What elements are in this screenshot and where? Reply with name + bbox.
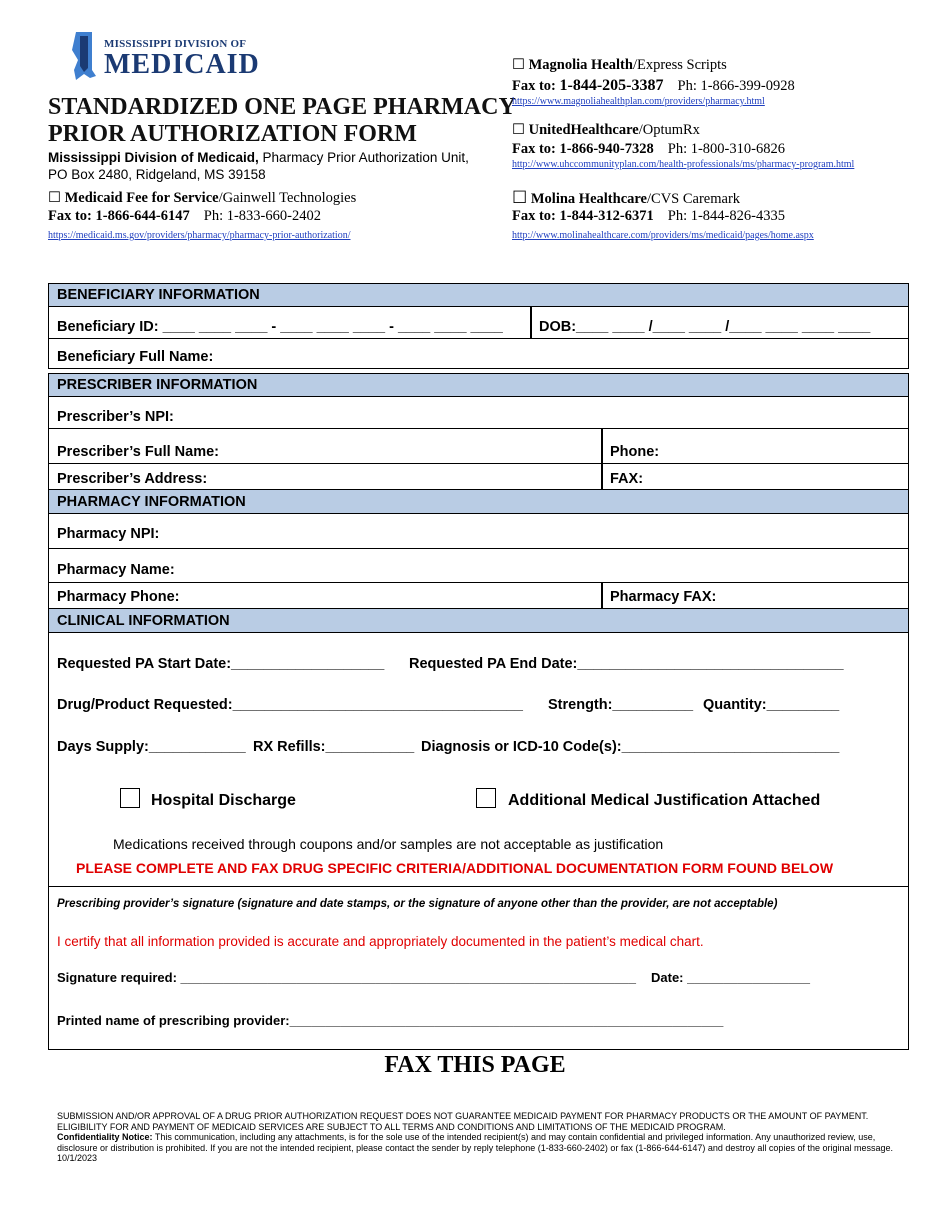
beneficiary-header-text: BENEFICIARY INFORMATION — [57, 287, 260, 303]
drug-product-field[interactable]: Drug/Product Requested:____________________________________ — [57, 697, 523, 713]
prescriber-npi-field[interactable]: Prescriber’s NPI: — [57, 409, 174, 425]
pharmacy-phone-field[interactable]: Pharmacy Phone: — [57, 589, 180, 605]
confidentiality-label: Confidentiality Notice: — [57, 1132, 153, 1142]
checkbox-icon[interactable]: ☐ — [512, 122, 525, 138]
mississippi-state-logo-icon — [62, 30, 102, 86]
hospital-discharge-label: Hospital Discharge — [151, 792, 296, 809]
prescriber-name-row — [48, 429, 909, 464]
signature-date-field[interactable]: Date: _________________ — [651, 970, 811, 985]
beneficiary-name-field[interactable]: Beneficiary Full Name: — [57, 349, 214, 365]
diagnosis-field[interactable]: Diagnosis or ICD-10 Code(s):___________________________ — [421, 739, 840, 755]
plan-united-name: UnitedHealthcare — [528, 122, 639, 138]
plan-molina-fax: 1-844-312-6371 — [559, 208, 654, 224]
footer-line-2: ELIGIBILITY FOR AND PAYMENT OF MEDICAID SERVICES ARE SUBJECT TO ALL TERMS AND CONDITIONS AND LIMITATIONS OF THE MEDICAID PROGRAM. — [57, 1121, 726, 1132]
beneficiary-id-row — [48, 307, 909, 339]
pa-start-date-field[interactable]: Requested PA Start Date:___________________ — [57, 656, 385, 672]
prescriber-address-row — [48, 464, 909, 490]
prescriber-section-header — [48, 373, 909, 397]
pa-end-date-field[interactable]: Requested PA End Date:_________________________________ — [409, 656, 844, 672]
plan-magnolia-vendor: /Express Scripts — [632, 57, 727, 73]
fax-label: Fax to: — [512, 141, 560, 157]
plan-magnolia-link[interactable]: https://www.magnoliahealthplan.com/providers/pharmacy.html — [512, 96, 765, 107]
plan-magnolia-phone: Ph: 1-866-399-0928 — [677, 78, 795, 94]
fax-label: Fax to: — [512, 78, 560, 94]
fax-this-page-heading: FAX THIS PAGE — [384, 1052, 566, 1078]
divider — [601, 583, 603, 608]
plan-magnolia-fax: 1-844-205-3387 — [559, 77, 664, 94]
prescriber-address-field[interactable]: Prescriber’s Address: — [57, 471, 208, 487]
fax-label: Fax to: — [48, 208, 96, 224]
checkbox-icon[interactable]: ☐ — [48, 190, 61, 206]
certify-statement: I certify that all information provided is accurate and appropriately documented in the patient’s medical chart. — [57, 934, 704, 949]
divider — [530, 307, 532, 338]
additional-justification-checkbox[interactable] — [476, 788, 496, 808]
footer-disclaimer — [57, 1111, 897, 1164]
plan-ffs-fax-line — [48, 208, 321, 225]
strength-field[interactable]: Strength:__________ — [548, 697, 694, 713]
quantity-field[interactable]: Quantity:_________ — [703, 697, 840, 713]
agency-unit: Pharmacy Prior Authorization Unit, — [258, 150, 469, 165]
printed-name-field[interactable]: Printed name of prescribing provider:____________________________________________________________ — [57, 1013, 724, 1028]
prescriber-phone-field[interactable]: Phone: — [610, 444, 660, 460]
plan-ffs-phone: Ph: 1-833-660-2402 — [203, 208, 321, 224]
pharmacy-phone-row — [48, 583, 909, 609]
pharmacy-name-row — [48, 549, 909, 583]
plan-molina-phone: Ph: 1-844-826-4335 — [667, 208, 785, 224]
plan-molina-vendor: /CVS Caremark — [647, 191, 741, 207]
plan-molina-link[interactable]: http://www.molinahealthcare.com/providers/ms/medicaid/pages/home.aspx — [512, 230, 814, 241]
plan-molina-fax-line — [512, 208, 785, 225]
plan-magnolia-name: Magnolia Health — [528, 57, 633, 73]
prescriber-npi-row — [48, 397, 909, 429]
pharmacy-npi-field[interactable]: Pharmacy NPI: — [57, 526, 160, 542]
red-notice: PLEASE COMPLETE AND FAX DRUG SPECIFIC CRITERIA/ADDITIONAL DOCUMENTATION FORM FOUND BELOW — [76, 860, 834, 876]
prescriber-fax-field[interactable]: FAX: — [610, 471, 644, 487]
plan-united-fax: 1-866-940-7328 — [559, 141, 654, 157]
footer-confidentiality — [57, 1132, 897, 1153]
clinical-section-header — [48, 609, 909, 633]
footer-date: 10/1/2023 — [57, 1153, 98, 1163]
plan-ffs-option[interactable] — [48, 190, 356, 207]
plan-magnolia-fax-line — [512, 77, 795, 95]
pharmacy-section-header — [48, 490, 909, 514]
prescriber-name-field[interactable]: Prescriber’s Full Name: — [57, 444, 219, 460]
checkbox-icon[interactable]: ☐ — [512, 57, 525, 73]
plan-molina-name: Molina Healthcare — [530, 191, 647, 207]
plan-united-option[interactable] — [512, 122, 700, 139]
plan-magnolia-option[interactable] — [512, 57, 727, 74]
footer-line-1: SUBMISSION AND/OR APPROVAL OF A DRUG PRIOR AUTHORIZATION REQUEST DOES NOT GUARANTEE MEDICAID PAYMENT FOR PHARMACY PRODUCTS OR THE AMOUNT OF PAYMENT. — [57, 1111, 869, 1121]
dob-field[interactable]: DOB:____ ____ /____ ____ /____ ____ ____ ____ — [539, 319, 871, 335]
plan-ffs-fax: 1-866-644-6147 — [95, 208, 190, 224]
plan-molina-option[interactable] — [512, 188, 740, 208]
signature-field[interactable]: Signature required: _______________________________________________________________ — [57, 970, 637, 985]
pharmacy-npi-row — [48, 514, 909, 549]
plan-united-fax-line — [512, 141, 785, 158]
agency-address: PO Box 2480, Ridgeland, MS 39158 — [48, 167, 266, 182]
signature-note: Prescribing provider’s signature (signature and date stamps, or the signature of anyone other than the provider, are not acceptable) — [57, 898, 778, 910]
clinical-header-text: CLINICAL INFORMATION — [57, 612, 230, 629]
plan-ffs-link[interactable]: https://medicaid.ms.gov/providers/pharmacy/pharmacy-prior-authorization/ — [48, 230, 351, 241]
pharmacy-name-field[interactable]: Pharmacy Name: — [57, 562, 175, 578]
form-title: STANDARDIZED ONE PAGE PHARMACY PRIOR AUTHORIZATION FORM — [48, 94, 515, 147]
days-supply-field[interactable]: Days Supply:____________ — [57, 739, 246, 755]
coupon-note: Medications received through coupons and/or samples are not acceptable as justification — [113, 836, 664, 852]
beneficiary-name-row — [48, 339, 909, 369]
logo-top-text: MISSISSIPPI DIVISION OF — [104, 38, 247, 50]
confidentiality-text: This communication, including any attachments, is for the sole use of the intended recipient(s) and may contain confidential and privileged information. Any unauthorized review, use, disclosure or distribution is prohibited. If you are not the intended recipient, please contact the sender by reply telephone (1-833-660-2402) or fax (1-866-644-6147) and destroy all copies of the original message. — [57, 1132, 893, 1153]
rx-refills-field[interactable]: RX Refills:___________ — [253, 739, 415, 755]
plan-united-phone: Ph: 1-800-310-6826 — [667, 141, 785, 157]
agency-line — [48, 150, 469, 165]
checkbox-icon[interactable]: ☐ — [512, 188, 528, 207]
beneficiary-section-header — [48, 283, 909, 307]
plan-united-link[interactable]: http://www.uhccommunityplan.com/health-professionals/ms/pharmacy-program.html — [512, 159, 855, 170]
logo-main-text: MEDICAID — [104, 49, 260, 80]
plan-ffs-name: Medicaid Fee for Service — [64, 190, 219, 206]
fax-label: Fax to: — [512, 208, 560, 224]
pharmacy-header-text: PHARMACY INFORMATION — [57, 493, 246, 510]
beneficiary-id-field[interactable]: Beneficiary ID: ____ ____ ____ - ____ ____ ____ - ____ ____ ____ — [57, 319, 503, 335]
divider — [601, 429, 603, 463]
clinical-body — [48, 633, 909, 887]
divider — [601, 464, 603, 489]
hospital-discharge-checkbox[interactable] — [120, 788, 140, 808]
pharmacy-fax-field[interactable]: Pharmacy FAX: — [610, 589, 717, 605]
plan-united-vendor: /OptumRx — [638, 122, 700, 138]
prescriber-header-text: PRESCRIBER INFORMATION — [57, 377, 258, 393]
plan-ffs-vendor: /Gainwell Technologies — [218, 190, 357, 206]
additional-justification-label: Additional Medical Justification Attached — [508, 792, 821, 809]
agency-name: Mississippi Division of Medicaid, — [48, 150, 259, 165]
signature-section — [48, 886, 909, 1050]
